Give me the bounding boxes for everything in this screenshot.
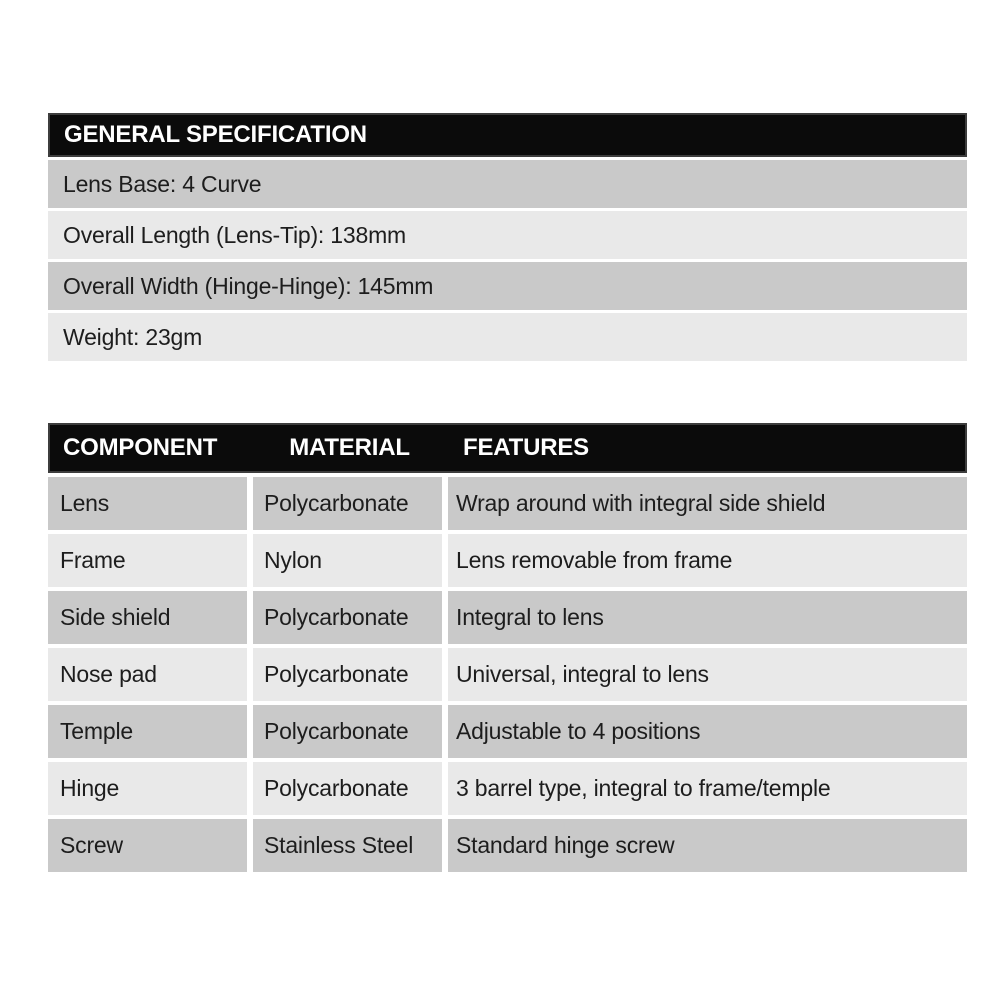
- components-table: [48, 423, 967, 872]
- cell-component: Nose pad: [48, 648, 247, 701]
- column-header-component: COMPONENT: [63, 434, 218, 461]
- general-spec-row-overall-width: Overall Width (Hinge-Hinge): 145mm: [48, 262, 967, 310]
- cell-component: Screw: [48, 819, 247, 872]
- cell-material: Nylon: [253, 534, 442, 587]
- general-spec-title: GENERAL SPECIFICATION: [64, 121, 367, 148]
- table-row-temple: [48, 705, 967, 758]
- cell-component: Temple: [48, 705, 247, 758]
- cell-features: Integral to lens: [448, 591, 967, 644]
- cell-component: Frame: [48, 534, 247, 587]
- cell-component: Lens: [48, 477, 247, 530]
- general-spec-row-weight: Weight: 23gm: [48, 313, 967, 361]
- components-table-header: [48, 423, 967, 473]
- column-header-features: FEATURES: [463, 434, 589, 461]
- cell-material: Stainless Steel: [253, 819, 442, 872]
- cell-features: 3 barrel type, integral to frame/temple: [448, 762, 967, 815]
- table-row-lens: [48, 477, 967, 530]
- column-header-material: MATERIAL: [289, 434, 410, 461]
- general-spec-row-lens-base: Lens Base: 4 Curve: [48, 160, 967, 208]
- table-row-screw: [48, 819, 967, 872]
- cell-component: Hinge: [48, 762, 247, 815]
- spec-sheet: [48, 113, 967, 872]
- cell-material: Polycarbonate: [253, 648, 442, 701]
- cell-component: Side shield: [48, 591, 247, 644]
- general-spec-header: [48, 113, 967, 157]
- cell-material: Polycarbonate: [253, 591, 442, 644]
- cell-material: Polycarbonate: [253, 762, 442, 815]
- cell-material: Polycarbonate: [253, 705, 442, 758]
- cell-features: Wrap around with integral side shield: [448, 477, 967, 530]
- general-spec-row-overall-length: Overall Length (Lens-Tip): 138mm: [48, 211, 967, 259]
- table-row-hinge: [48, 762, 967, 815]
- table-row-frame: [48, 534, 967, 587]
- table-row-nose-pad: [48, 648, 967, 701]
- cell-material: Polycarbonate: [253, 477, 442, 530]
- table-row-side-shield: [48, 591, 967, 644]
- cell-features: Standard hinge screw: [448, 819, 967, 872]
- cell-features: Lens removable from frame: [448, 534, 967, 587]
- general-spec-table: [48, 113, 967, 361]
- cell-features: Universal, integral to lens: [448, 648, 967, 701]
- cell-features: Adjustable to 4 positions: [448, 705, 967, 758]
